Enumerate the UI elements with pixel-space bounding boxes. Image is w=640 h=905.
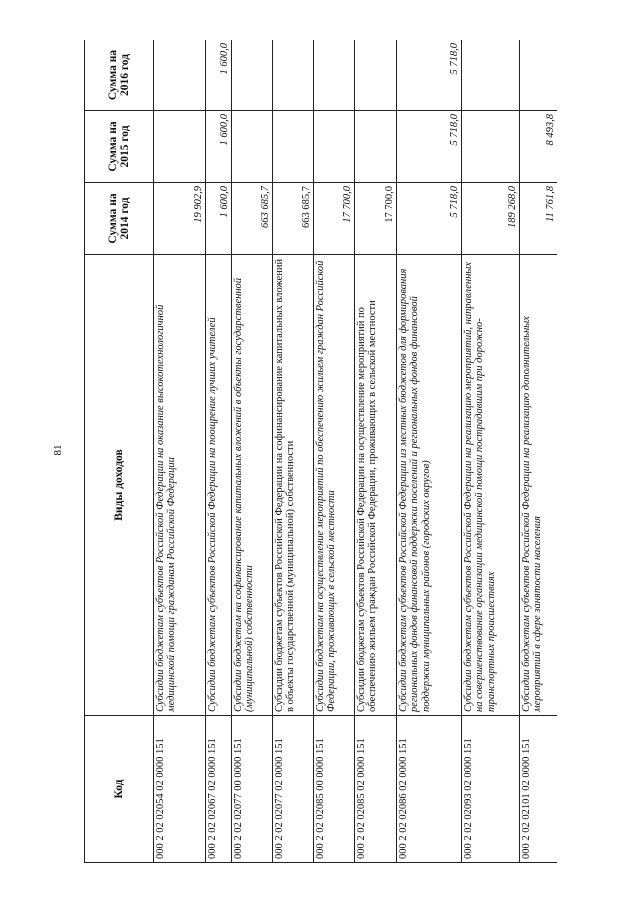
table-header-row bbox=[85, 40, 154, 863]
cell-sum-2015 bbox=[232, 111, 273, 183]
revenue-table-container bbox=[84, 40, 557, 863]
cell-code: 000 2 02 02077 02 0000 151 bbox=[273, 716, 314, 863]
table-row bbox=[154, 40, 206, 863]
table-row bbox=[520, 40, 558, 863]
table-row bbox=[355, 40, 397, 863]
cell-code: 000 2 02 02077 00 0000 151 bbox=[232, 716, 273, 863]
cell-sum-2016 bbox=[232, 40, 273, 111]
cell-revenue-type: Субсидии бюджетам субъектов Российской Федерации на реализацию мероприятий, направленных на совершенствование организации медицинской помощи пострадавшим при дорожно-транспортных происшествиях bbox=[462, 255, 520, 716]
rotated-page bbox=[84, 40, 557, 863]
revenue-table bbox=[84, 40, 557, 863]
cell-sum-2016 bbox=[520, 40, 558, 111]
cell-sum-2014: 17 700,0 bbox=[314, 183, 355, 255]
cell-sum-2016: 5 718,0 bbox=[397, 40, 462, 111]
cell-code: 000 2 02 02093 02 0000 151 bbox=[462, 716, 520, 863]
cell-revenue-type: Субсидии бюджетам на софинансирование капитальных вложений в объекты государственной (муниципальной) собственности bbox=[232, 255, 273, 716]
cell-sum-2016 bbox=[355, 40, 397, 111]
cell-revenue-type: Субсидии бюджетам субъектов Российской Федерации на осуществление мероприятий по обеспечению жильем граждан Российской Федерации, проживающих в сельской местности bbox=[355, 255, 397, 716]
cell-sum-2014: 5 718,0 bbox=[397, 183, 462, 255]
cell-sum-2015: 1 600,0 bbox=[206, 111, 232, 183]
cell-code: 000 2 02 02067 02 0000 151 bbox=[206, 716, 232, 863]
header-sum-2015: Сумма на 2015 год bbox=[85, 111, 154, 183]
table-row bbox=[232, 40, 273, 863]
cell-sum-2014: 11 761,8 bbox=[520, 183, 558, 255]
cell-sum-2016 bbox=[462, 40, 520, 111]
table-row bbox=[462, 40, 520, 863]
cell-code: 000 2 02 02085 02 0000 151 bbox=[355, 716, 397, 863]
cell-sum-2015 bbox=[355, 111, 397, 183]
cell-sum-2014: 17 700,0 bbox=[355, 183, 397, 255]
table-row bbox=[273, 40, 314, 863]
cell-sum-2014: 663 685,7 bbox=[273, 183, 314, 255]
cell-sum-2016 bbox=[314, 40, 355, 111]
cell-revenue-type: Субсидии бюджетам субъектов Российской Федерации на софинансирование капитальных вложений в объекты государственной (муниципальной) собственности bbox=[273, 255, 314, 716]
cell-sum-2014: 1 600,0 bbox=[206, 183, 232, 255]
table-row bbox=[397, 40, 462, 863]
cell-code: 000 2 02 02101 02 0000 151 bbox=[520, 716, 558, 863]
cell-revenue-type: Субсидии бюджетам субъектов Российской Федерации на реализацию дополнительных мероприятий в сфере занятости населения bbox=[520, 255, 558, 716]
cell-revenue-type: Субсидии бюджетам субъектов Российской Федерации на оказание высокотехнологичной медицинской помощи гражданам Российской Федерации bbox=[154, 255, 206, 716]
cell-code: 000 2 02 02054 02 0000 151 bbox=[154, 716, 206, 863]
page-number: 81 bbox=[52, 444, 64, 456]
cell-sum-2015: 8 493,8 bbox=[520, 111, 558, 183]
table-row bbox=[206, 40, 232, 863]
cell-sum-2014: 189 268,0 bbox=[462, 183, 520, 255]
cell-sum-2015 bbox=[154, 111, 206, 183]
cell-code: 000 2 02 02086 02 0000 151 bbox=[397, 716, 462, 863]
cell-sum-2016 bbox=[273, 40, 314, 111]
cell-sum-2015 bbox=[462, 111, 520, 183]
cell-revenue-type: Субсидии бюджетам субъектов Российской Федерации из местных бюджетов для формирования региональных фондов финансовой поддержки поселений и региональных фондов финансовой поддержки муниципальных районов (городских округов) bbox=[397, 255, 462, 716]
cell-sum-2015 bbox=[273, 111, 314, 183]
header-sum-2014: Сумма на 2014 год bbox=[85, 183, 154, 255]
cell-sum-2014: 19 902,9 bbox=[154, 183, 206, 255]
cell-sum-2015: 5 718,0 bbox=[397, 111, 462, 183]
cell-revenue-type: Субсидии бюджетам субъектов Российской Федерации на поощрение лучших учителей bbox=[206, 255, 232, 716]
cell-revenue-type: Субсидии бюджетам на осуществление мероприятий по обеспечению жильем граждан Российской Федерации, проживающих в сельской местности bbox=[314, 255, 355, 716]
cell-sum-2016 bbox=[154, 40, 206, 111]
header-code: Код bbox=[85, 716, 154, 863]
cell-code: 000 2 02 02085 00 0000 151 bbox=[314, 716, 355, 863]
cell-sum-2015 bbox=[314, 111, 355, 183]
header-sum-2016: Сумма на 2016 год bbox=[85, 40, 154, 111]
cell-sum-2014: 663 685,7 bbox=[232, 183, 273, 255]
table-row bbox=[314, 40, 355, 863]
cell-sum-2016: 1 600,0 bbox=[206, 40, 232, 111]
header-revenue-type: Виды доходов bbox=[85, 255, 154, 716]
